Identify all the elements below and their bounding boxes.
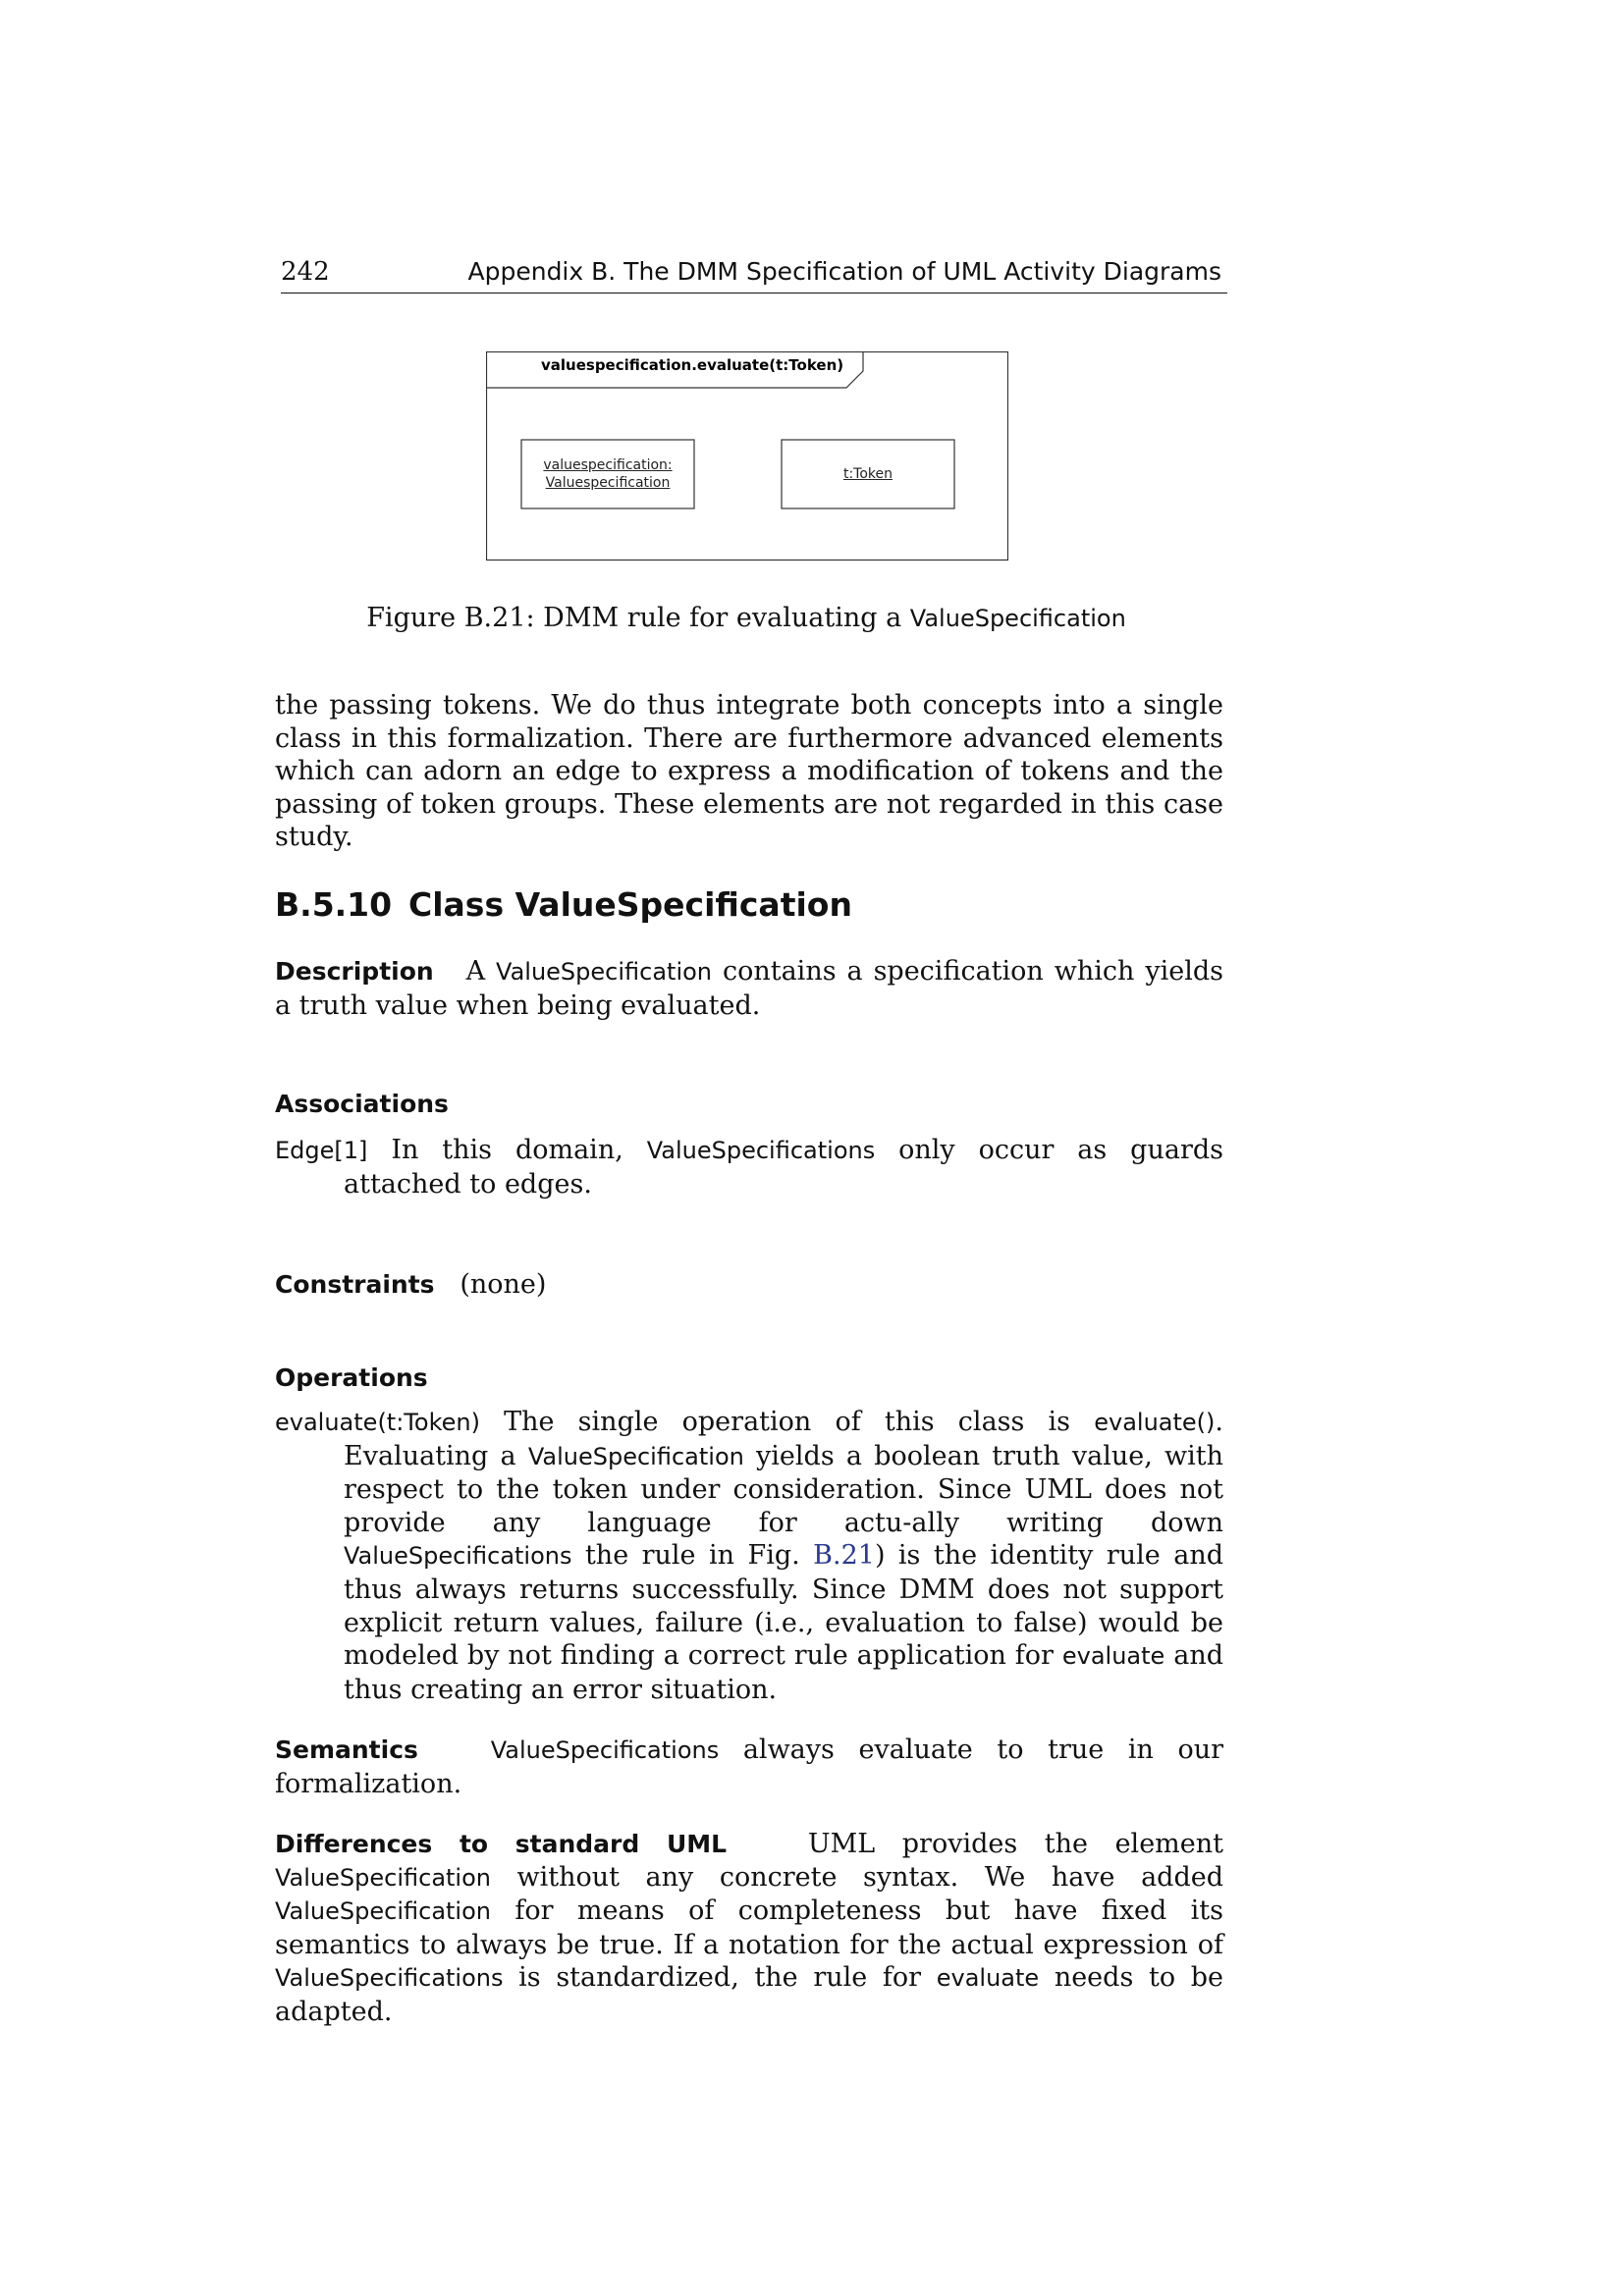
object-token [782,440,954,508]
caption-code: ValueSpecification [909,605,1126,632]
semantics-paragraph: Semantics ValueSpecifications always evaluate to true in our formalization. [275,1735,1223,1799]
description-label: Description [275,957,434,986]
constraints-value: (none) [460,1269,547,1300]
constraints-paragraph [275,1268,1223,1302]
running-header [281,257,1227,294]
object1-line2: Valuespecification [545,475,671,491]
differences-label: Differences to standard UML [275,1830,728,1858]
operation-term: evaluate(t:Token) [275,1409,480,1436]
page-number: 242 [281,257,330,287]
association-term: Edge[1] [275,1137,368,1164]
figure-caption: Figure B.21: DMM rule for evaluating a ValueSpecification [366,603,1126,633]
associations-heading: Associations [275,1090,449,1118]
constraints-label: Constraints [275,1270,435,1299]
object-valuespecification [521,440,694,508]
association-item-edge: Edge[1] In this domain, ValueSpecifications only occur as guards attached to edges. [275,1135,1223,1200]
intro-paragraph: the passing tokens. We do thus integrate both concepts into a single class in this formalization. There are furthermore advanced elements which can adorn an edge to express a modification of tokens and the passing of token groups. These elements are not regarded in this case study. [275,690,1223,853]
semantics-label: Semantics [275,1735,418,1764]
operations-heading: Operations [275,1363,428,1392]
section-number: B.5.10 [275,885,393,924]
section-heading [275,885,852,924]
description-paragraph: Description A ValueSpecification contains a specification which yields a truth value when being evaluated. [275,956,1223,1021]
object2-label: t:Token [842,466,893,482]
figure-reference-link[interactable]: B.21 [813,1540,875,1572]
differences-paragraph: Differences to standard UML UML provides the element ValueSpecification without any concrete syntax. We have added ValueSpecification for means of completeness but have fixed its semantics to always be true. If a notation for the actual expression of ValueSpecifications is standardized, the rule for evaluate needs to be adapted. [275,1829,1223,2027]
figure-dmm-rule [486,351,1008,561]
section-title: Class ValueSpecification [408,885,852,924]
frame-label: valuespecification.evaluate(t:Token) [541,356,844,374]
object1-line1: valuespecification: [543,457,673,473]
running-title: Appendix B. The DMM Specification of UML Activity Diagrams [467,257,1221,286]
operation-item-evaluate: evaluate(t:Token) The single operation of this class is evaluate(). Evaluating a ValueSpecification yields a boolean truth value, with respect to the token under consideration. Since UML does not provide any language for actu-ally writing down ValueSpecifications the rule in Fig. B.21) is the identity rule and thus always returns successfully. Since DMM does not support explicit return values, failure (i.e., evaluation to false) would be modeled by not finding a correct rule application for evaluate and thus creating an error situation. [275,1407,1223,1705]
